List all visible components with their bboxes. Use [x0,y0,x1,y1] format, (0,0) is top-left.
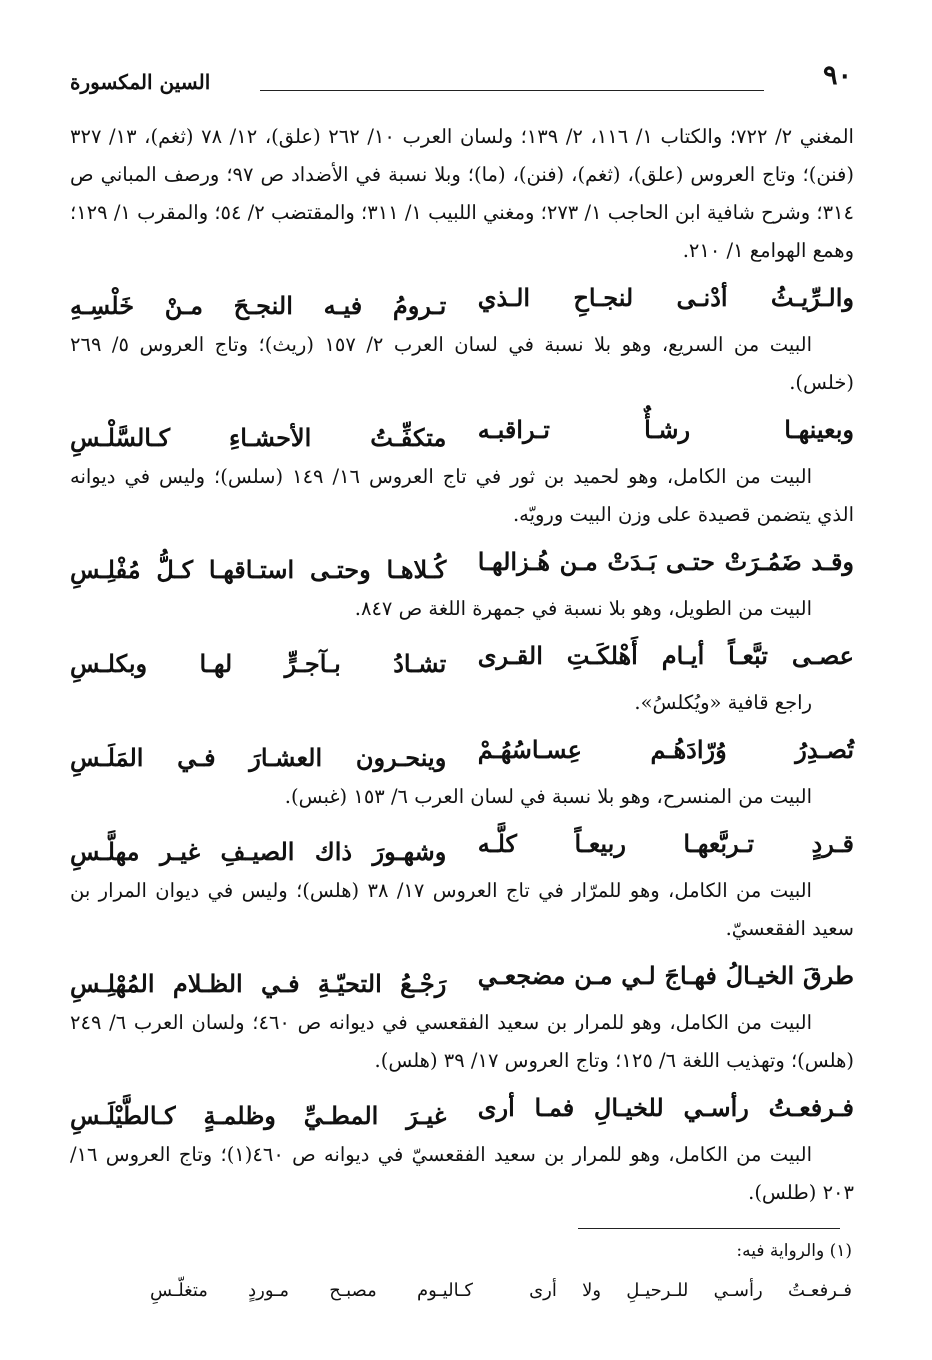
verse-first-hemistich: قـردٍ تـربَّعهـا ربيعـاً كلَّـه [477,829,854,858]
citation-paragraph: البيت من الكامل، وهو للمرار بن سعيد الفقعسي في ديوانه ص ٤٦٠؛ ولسان العرب ٦/ ٢٤٩ (هلس)؛ وتهذيب اللغة ٦/ ١٢٥؛ وتاج العروس ١٧/ ٣٩ (هلس). [70,1011,854,1072]
citation-paragraph: البيت من الكامل، وهو لحميد بن ثور في تاج العروس ١٦/ ١٤٩ (سلس)؛ وليس في ديوانه الذي يتضمن قصيدة على وزن البيت ورويّه. [70,465,854,526]
verse-first-hemistich: عصـى تبَّعـاً أيـام أَهْلكَـتِ القـرى [477,641,854,670]
footnote-verse [150,1276,852,1306]
citation-paragraph: البيت من المنسرح، وهو بلا نسبة في لسان العرب ٦/ ١٥٣ (غبس). [284,785,812,808]
verse-first-hemistich: والـرِّيـثُ أدْنـى لنجـاحِ الـذي [477,283,854,312]
verse-first-hemistich: طرقَ الخيـالُ فهـاجَ لـي مـن مضجعـي [477,961,854,990]
verse-first-hemistich: فـرفعـتُ رأسـي للخيـالِ فمـا أرى [477,1093,854,1122]
verse-second-hemistich: تشـادُ بـآجـرٍّ لهـا وبكلـسِ [70,649,447,678]
verse-first-hemistich: وبعينهـا رشـأٌ تـراقبـه [477,415,854,444]
citation-paragraph: البيت من الطويل، وهو بلا نسبة في جمهرة اللغة ص ٨٤٧. [354,597,812,620]
verse-second-hemistich: تـرومُ فيـه النجـحَ مـنْ خَلْسِـهِ [70,291,447,320]
verse-second-hemistich: وينحـرون العشـارَ فـي المَلَـسِ [70,743,447,772]
footnote-separator [578,1228,840,1229]
footnotes [150,1236,852,1306]
verse-second-hemistich: رَجْـعُ التحيّـةِ فـي الظـلام المُهْلِـسِ [70,969,447,998]
verse-line [70,410,854,454]
citation-paragraph: البيت من الكامل، وهو للمرّار في تاج العروس ١٧/ ٣٨ (هلس)؛ وليس في ديوان المرار بن سعيد الفقعسيّ. [70,879,854,940]
footnote-verse-second: كـاليـوم مصبـح مـوردٍ متغلّـسِ [150,1280,473,1301]
running-title: السين المكسورة [70,70,211,94]
verse-line [70,1088,854,1132]
header-rule [260,90,764,91]
verse-first-hemistich: تُصـدِرُ وُرّادَهُـم عِسـاسُهُـمْ [477,735,854,764]
page-body [70,118,854,1212]
citation-paragraph: المغني ٢/ ٧٢٢؛ والكتاب ١/ ١١٦، ٢/ ١٣٩؛ ولسان العرب ١٠/ ٢٦٢ (علق)، ١٢/ ٧٨ (ثغم)، ١٣/ ٣٢٧ (فنن)؛ وتاج العروس (علق)، (ثغم)، (فنن)، (ما)؛ وبلا نسبة في الأضداد ص ٩٧؛ ورصف المباني ص ٣١٤؛ وشرح شافية ابن الحاجب ١/ ٢٧٣؛ ومغني اللبيب ١/ ٣١١؛ والمقتضب ٢/ ٥٤؛ والمقرب ١/ ١٢٩؛ وهمع الهوامع ١/ ٢١٠. [70,125,854,262]
verse-line [70,824,854,868]
verse-first-hemistich: وقـد ضَمُـرَتْ حتـى بَـدَتْ مـن هُـزالهـا [477,547,854,576]
verse-line [70,278,854,322]
citation-paragraph: البيت من الكامل، وهو للمرار بن سعيد الفقعسيّ في ديوانه ص ٤٦٠(١)؛ وتاج العروس ١٦/ ٢٠٣ (طلس). [70,1143,854,1204]
verse-line [70,730,854,774]
verse-line [70,636,854,680]
citation-paragraph: راجع قافية «ويُكلسُ». [634,691,812,714]
citation-paragraph: البيت من السريع، وهو بلا نسبة في لسان العرب ٢/ ١٥٧ (ريث)؛ وتاج العروس ٥/ ٢٦٩ (خلس). [70,333,854,394]
verse-line [70,956,854,1000]
footnote-intro: (١) والرواية فيه: [736,1241,852,1261]
footnote-verse-first: فـرفعـتُ رأسـي للـرحيـلِ ولا أرى [529,1280,852,1301]
verse-second-hemistich: غيـرَ المطـيِّ وظلمـةٍ كـالطَّيْلَـسِ [70,1101,447,1130]
verse-line [70,542,854,586]
verse-second-hemistich: وشهـورَ ذاك الصيـفِ غيـر مهلَّـسِ [70,837,447,866]
verse-second-hemistich: كُـلاهـا وحتـى استـاقهـا كـلُّ مُفْلِـسِ [70,555,447,584]
page-header [70,58,860,98]
page-number: ٩٠ [822,60,852,91]
verse-second-hemistich: متكفِّـتُ الأحشـاءِ كـالسَّلْـسِ [70,423,447,452]
